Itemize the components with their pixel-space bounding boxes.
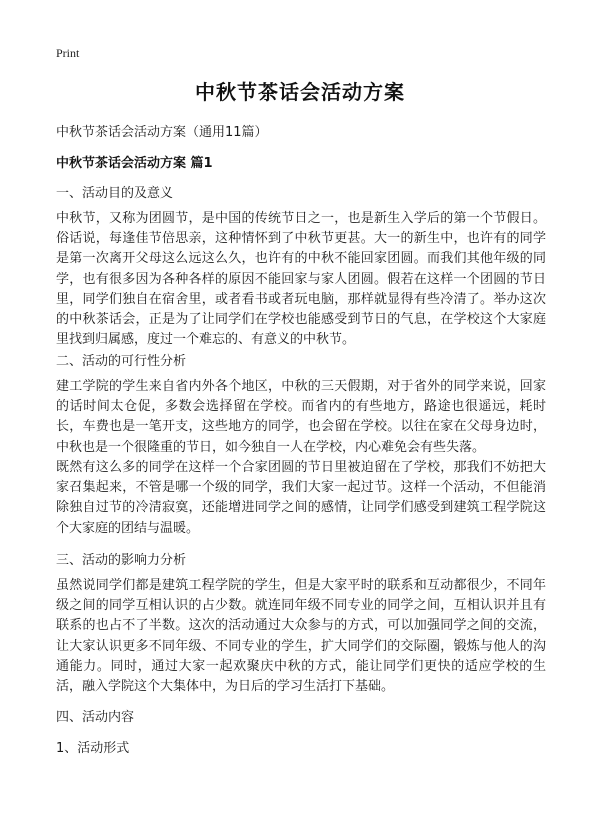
paragraph-purpose: 中秋节，又称为团圆节，是中国的传统节日之一，也是新生入学后的第一个节假日。俗话说，每逢佳节倍思亲，这种情怀到了中秋节更甚。大一的新生中，也许有的同学是第一次离开父母这么远这么久，也许有的中秋不能回家团圆。而我们其他年级的同学，也有很多因为各种各样的原因不能回家与家人团圆。假若在这样一个团圆的节日里，同学们独自在宿舍里，或者看书或者玩电脑，那样就显得有些冷清了。举办这次的中秋茶话会，正是为了让同学们在学校也能感受到节日的气息，在学校这个大家庭里找到归属感，度过一个难忘的、有意义的中秋节。 — [56, 211, 546, 348]
document-subtitle: 中秋节茶话会活动方案（通用11篇） — [56, 125, 268, 140]
section-heading-influence: 三、活动的影响力分析 — [56, 553, 187, 568]
subsection-heading-form: 1、活动形式 — [56, 741, 130, 756]
article-heading: 中秋节茶话会活动方案 篇1 — [56, 156, 213, 171]
document-title: 中秋节茶话会活动方案 — [195, 80, 405, 104]
print-label: Print — [56, 46, 80, 60]
paragraph-feasibility-2: 既然有这么多的同学在这样一个合家团圆的节日里被迫留在了学校，那我们不妨把大家召集起来，不管是哪一个级的同学，我们大家一起过节。这样一个活动，不但能消除独自过节的冷清寂寞，还能增进同学之间的感情，让同学们感受到建筑工程学院这个大家庭的团结与温暖。 — [56, 460, 546, 536]
paragraph-feasibility-1: 建工学院的学生来自省内外各个地区，中秋的三天假期，对于省外的同学来说，回家的话时间太仓促，多数会选择留在学校。而省内的有些地方，路途也很遥远，耗时长，车费也是一笔开支，这些地方的同学，也会留在学校。以往在家在父母身边时，中秋也是一个很隆重的节日，如今独自一人在学校，内心难免会有些失落。 — [56, 379, 546, 455]
section-heading-purpose: 一、活动目的及意义 — [56, 186, 174, 201]
section-heading-feasibility: 二、活动的可行性分析 — [56, 354, 187, 369]
section-heading-content: 四、活动内容 — [56, 710, 135, 725]
paragraph-influence: 虽然说同学们都是建筑工程学院的学生，但是大家平时的联系和互动都很少，不同年级之间的同学互相认识的占少数。就连同年级不同专业的同学之间，互相认识并且有联系的也占不了半数。这次的活动通过大众参与的方式，可以加强同学之间的交流，让大家认识更多不同年级、不同专业的学生，扩大同学们的交际圈，锻炼与他人的沟通能力。同时，通过大家一起欢聚庆中秋的方式，能让同学们更快的适应学校的生活，融入学院这个大集体中，为日后的学习生活打下基础。 — [56, 578, 546, 695]
